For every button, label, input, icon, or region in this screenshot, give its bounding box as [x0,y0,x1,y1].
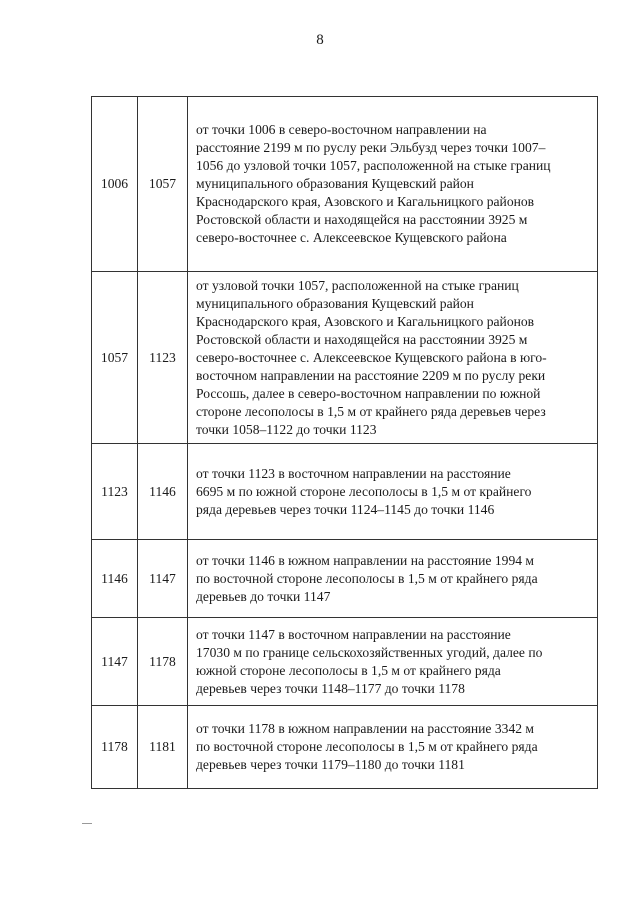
description-line: точки 1058–1122 до точки 1123 [196,421,377,437]
description-line: деревьев до точки 1147 [196,588,331,604]
description-line: Ростовской области и находящейся на расстоянии 3925 м [196,331,528,347]
description-line: муниципального образования Кущевский район [196,295,474,311]
description-line: деревьев через точки 1179–1180 до точки 1181 [196,757,465,772]
table-row [92,272,598,444]
table-row [92,618,598,706]
description-line: северо-восточнее с. Алексеевское Кущевского района в юго- [196,349,547,365]
from-point: 1057 [92,272,138,444]
to-point: 1057 [138,97,188,272]
description-line: от точки 1123 в восточном направлении на расстояние [196,465,511,481]
description-line: от точки 1146 в южном направлении на расстояние 1994 м [196,552,535,568]
description-line: муниципального образования Кущевский район [196,176,474,191]
description-line: от узловой точки 1057, расположенной на стыке границ [196,277,519,293]
description-line: Краснодарского края, Азовского и Кагальницкого районов [196,194,535,209]
segment-description [188,444,598,540]
segment-description [188,97,598,272]
description-line: от точки 1006 в северо-восточном направлении на [196,122,487,137]
description-line: расстояние 2199 м по руслу реки Эльбузд через точки 1007– [196,140,546,155]
to-point: 1147 [138,540,188,618]
description-line: 6695 м по южной стороне лесополосы в 1,5 м от крайнего [196,483,532,499]
description-line: ряда деревьев через точки 1124–1145 до точки 1146 [196,501,495,517]
to-point: 1178 [138,618,188,706]
description-line: Россошь, далее в северо-восточном направлении по южной [196,385,541,401]
from-point: 1178 [92,706,138,789]
table-row [92,540,598,618]
table-row [92,97,598,272]
to-point: 1146 [138,444,188,540]
table-row [92,706,598,789]
description-line: от точки 1178 в южном направлении на расстояние 3342 м [196,721,535,736]
description-line: деревьев через точки 1148–1177 до точки 1178 [196,680,465,696]
segment-description [188,706,598,789]
scan-mark [82,823,92,824]
page-number: 8 [316,32,324,48]
from-point: 1146 [92,540,138,618]
to-point: 1123 [138,272,188,444]
segment-description [188,618,598,706]
from-point: 1006 [92,97,138,272]
description-line: южной стороне лесополосы в 1,5 м от крайнего ряда [196,662,501,678]
description-line: Ростовской области и находящейся на расстоянии 3925 м [196,212,528,227]
description-line: восточном направлении на расстояние 2209 м по руслу реки [196,367,546,383]
description-line: по восточной стороне лесополосы в 1,5 м от крайнего ряда [196,739,538,754]
description-line: стороне лесополосы в 1,5 м от крайнего ряда деревьев через [196,403,546,419]
description-line: от точки 1147 в восточном направлении на расстояние [196,626,511,642]
to-point: 1181 [138,706,188,789]
segment-description [188,540,598,618]
description-line: по восточной стороне лесополосы в 1,5 м от крайнего ряда [196,570,538,586]
from-point: 1147 [92,618,138,706]
description-line: 1056 до узловой точки 1057, расположенной на стыке границ [196,158,551,173]
boundary-description-table [91,96,598,789]
segment-description [188,272,598,444]
description-line: северо-восточнее с. Алексеевское Кущевского района [196,230,507,245]
table-row [92,444,598,540]
description-line: 17030 м по границе сельскохозяйственных угодий, далее по [196,644,543,660]
from-point: 1123 [92,444,138,540]
description-line: Краснодарского края, Азовского и Кагальницкого районов [196,313,535,329]
